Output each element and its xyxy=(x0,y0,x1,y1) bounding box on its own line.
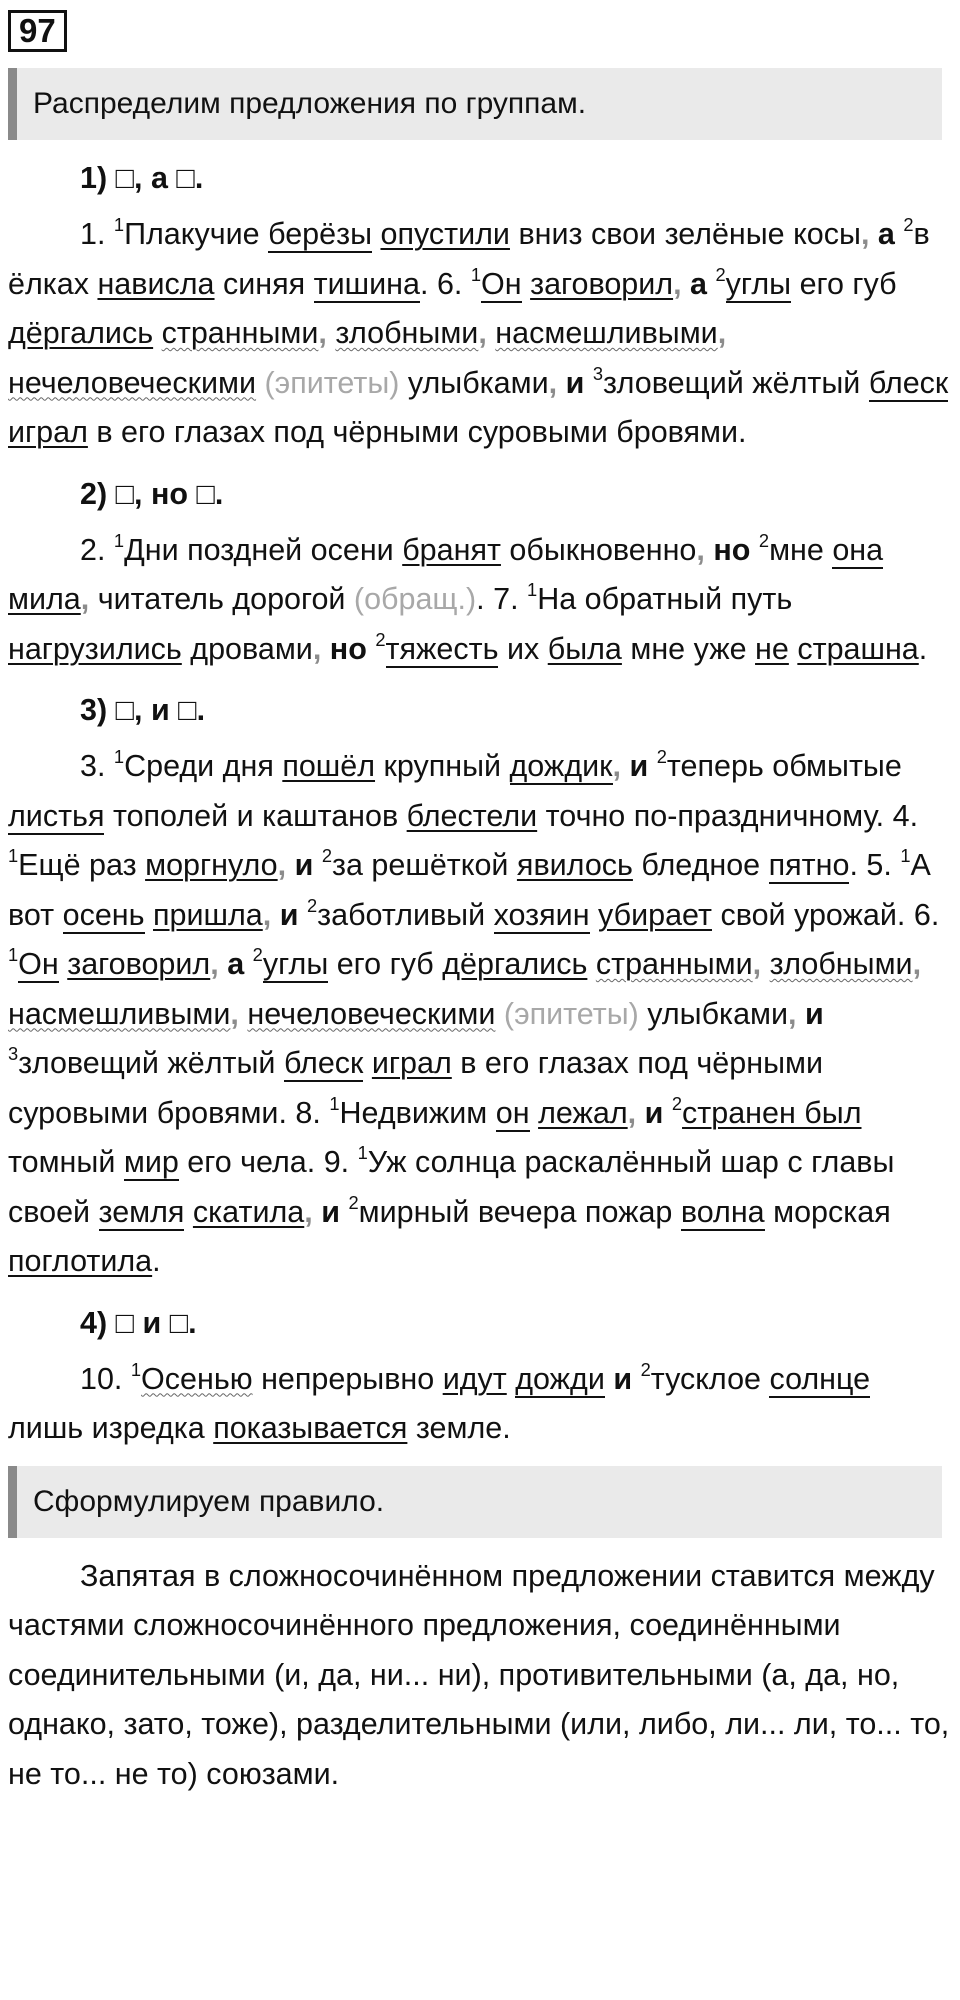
group-2-header: 2) □, но □. xyxy=(80,476,224,511)
subject: листья xyxy=(8,798,105,833)
predicate: странен был xyxy=(682,1095,862,1130)
predicate: нависла xyxy=(97,266,215,301)
comma-mark: , xyxy=(912,947,922,981)
comma-mark: , xyxy=(80,582,90,616)
group-4-header: 4) □ и □. xyxy=(80,1305,197,1340)
subject: хозяин xyxy=(493,897,590,932)
predicate: играл xyxy=(8,415,88,449)
comma-mark: , xyxy=(627,1095,637,1130)
predicate: заговорил xyxy=(530,266,674,301)
predicate: идут xyxy=(442,1361,507,1396)
note: (эпитеты) xyxy=(256,365,400,400)
conjunction: и xyxy=(805,996,824,1031)
epithet: насмешливыми xyxy=(8,996,231,1031)
subject: волна xyxy=(680,1194,765,1229)
conjunction: а xyxy=(877,217,895,251)
conjunction: но xyxy=(329,631,367,666)
epithet: нечеловеческими xyxy=(247,996,496,1031)
subject: углы xyxy=(262,947,329,981)
conjunction: и xyxy=(321,1194,340,1229)
predicate: поглотила xyxy=(8,1244,153,1278)
subject: она xyxy=(832,532,884,567)
subject: дождик xyxy=(509,749,613,783)
comma-mark: , xyxy=(717,316,727,350)
group-3-header: 3) □, и □. xyxy=(80,693,206,727)
epithet: насмешливыми xyxy=(495,316,718,350)
rule-header: Сформулируем правило. xyxy=(8,1466,942,1538)
predicate: явилось xyxy=(516,848,633,882)
exercise-number: 97 xyxy=(8,10,67,52)
predicate: пришла xyxy=(153,897,263,932)
comma-mark: , xyxy=(548,365,558,400)
rule-text: Запятая в сложносочинённом предложении ставится между частями сложносочинённого предложения, соединёнными соединительными (и, да, ни... ни), противительными (а, да, но, однако, зато, тоже), разделительными (или, либо, ли... ли, то... то, не то... не то) союзами. xyxy=(8,1558,950,1791)
group-3-sentences: 3. $^1$Среди дня пошёл крупный дождик, и $^2$теперь обмытые листья тополей и каштанов блестели точно по-праздничному. 4. $^1$Ещё раз моргнуло, и $^2$за решёткой явилось бледное пятно. 5. $^1$А вот осень пришла, и $^2$заботливый хозяин убирает свой урожай. 6. $^1$Он заговорил, а $^2$углы его губ дёргались странными, злобными, насмешливыми, нечеловеческими (эпитеты) улыбками, и $^3$зловещий жёлтый блеск играл в его глазах под чёрными суровыми бровями. 8. $^1$Недвижим он лежал, и $^2$странен был томный мир его чела. 9. $^1$Уж солнца раскалённый шар с главы своей земля скатила, и $^2$мирный вечера пожар волна морская поглотила. xyxy=(8,746,940,1278)
comma-mark: , xyxy=(860,217,870,251)
conjunction: а xyxy=(227,947,245,981)
predicate: нагрузились xyxy=(8,631,182,666)
predicate: убирает xyxy=(598,897,712,932)
conjunction: и xyxy=(294,848,314,882)
comma-mark: , xyxy=(673,266,682,301)
predicate: страшна xyxy=(797,631,919,666)
comma-mark: , xyxy=(752,947,762,981)
comma-mark: , xyxy=(210,947,219,981)
conjunction: и xyxy=(613,1361,633,1396)
subject: Он xyxy=(481,266,522,301)
subject: солнце xyxy=(769,1361,871,1396)
subject: блеск xyxy=(868,365,949,400)
comma-mark: , xyxy=(318,316,327,350)
predicate: блестели xyxy=(406,798,538,833)
subject: земля xyxy=(98,1194,185,1229)
subject: тяжесть xyxy=(385,631,499,666)
conjunction: и xyxy=(644,1095,664,1130)
group-1-header: 1) □, а □. xyxy=(80,161,204,195)
subject: пятно xyxy=(768,848,850,882)
predicate: опустили xyxy=(380,217,510,251)
intro-header: Распределим предложения по группам. xyxy=(8,68,942,140)
note: (эпитеты) xyxy=(495,996,639,1031)
subject: блеск xyxy=(283,1046,364,1080)
predicate: моргнуло xyxy=(145,848,278,882)
epithet: странными xyxy=(595,947,753,981)
conjunction: и xyxy=(279,897,299,932)
comma-mark: , xyxy=(262,897,272,932)
predicate: играл xyxy=(371,1046,452,1080)
predicate: пошёл xyxy=(282,749,376,783)
adverbial: Осенью xyxy=(141,1361,253,1396)
predicate: показывается xyxy=(213,1411,408,1445)
predicate: заговорил xyxy=(67,947,211,981)
predicate: дёргались xyxy=(8,316,154,350)
group-1-sentences: 1. $^1$Плакучие берёзы опустили вниз свои зелёные косы, а $^2$в ёлках нависла синяя тишина. 6. $^1$Он заговорил, а $^2$углы его губ дёргались странными, злобными, насмешливыми, нечеловеческими (эпитеты) улыбками, и $^3$зловещий жёлтый блеск играл в его глазах под чёрными суровыми бровями. xyxy=(8,214,949,449)
epithet: злобными xyxy=(769,947,913,981)
groups-content xyxy=(8,150,950,1454)
subject: углы xyxy=(725,266,792,301)
predicate: была xyxy=(547,631,622,666)
comma-mark: , xyxy=(312,631,322,666)
epithet: злобными xyxy=(335,316,479,350)
group-4-sentences: 10. $^1$Осенью непрерывно идут дожди и $^2$тусклое солнце лишь изредка показывается земле. xyxy=(8,1358,871,1445)
subject: берёзы xyxy=(268,217,372,251)
conjunction: и xyxy=(629,749,649,783)
conjunction: и xyxy=(565,365,585,400)
predicate: не xyxy=(755,631,789,666)
comma-mark: , xyxy=(230,996,239,1031)
conjunction: но xyxy=(713,532,751,567)
predicate: мила xyxy=(8,582,81,616)
predicate: лежал xyxy=(538,1095,628,1130)
predicate: дёргались xyxy=(442,947,588,981)
subject: Он xyxy=(18,947,59,981)
subject: дожди xyxy=(515,1361,605,1396)
subject: он xyxy=(495,1095,530,1130)
comma-mark: , xyxy=(788,996,797,1031)
comma-mark: , xyxy=(612,749,621,783)
predicate: скатила xyxy=(192,1194,305,1229)
comma-mark: , xyxy=(696,532,705,567)
comma-mark: , xyxy=(277,848,287,882)
comma-mark: , xyxy=(304,1194,313,1229)
group-2-sentences: 2. $^1$Дни поздней осени бранят обыкновенно, но $^2$мне она мила, читатель дорогой (обращ.). 7. $^1$На обратный путь нагрузились дровами, но $^2$тяжесть их была мне уже не страшна. xyxy=(8,529,928,666)
subject: тишина xyxy=(313,266,420,301)
comma-mark: , xyxy=(478,316,487,350)
epithet: нечеловеческими xyxy=(8,365,257,400)
epithet: странными xyxy=(161,316,319,350)
note: (обращ.) xyxy=(353,582,477,616)
predicate: бранят xyxy=(402,532,501,567)
subject: осень xyxy=(62,897,145,932)
conjunction: а xyxy=(690,266,708,301)
subject: мир xyxy=(123,1145,179,1179)
